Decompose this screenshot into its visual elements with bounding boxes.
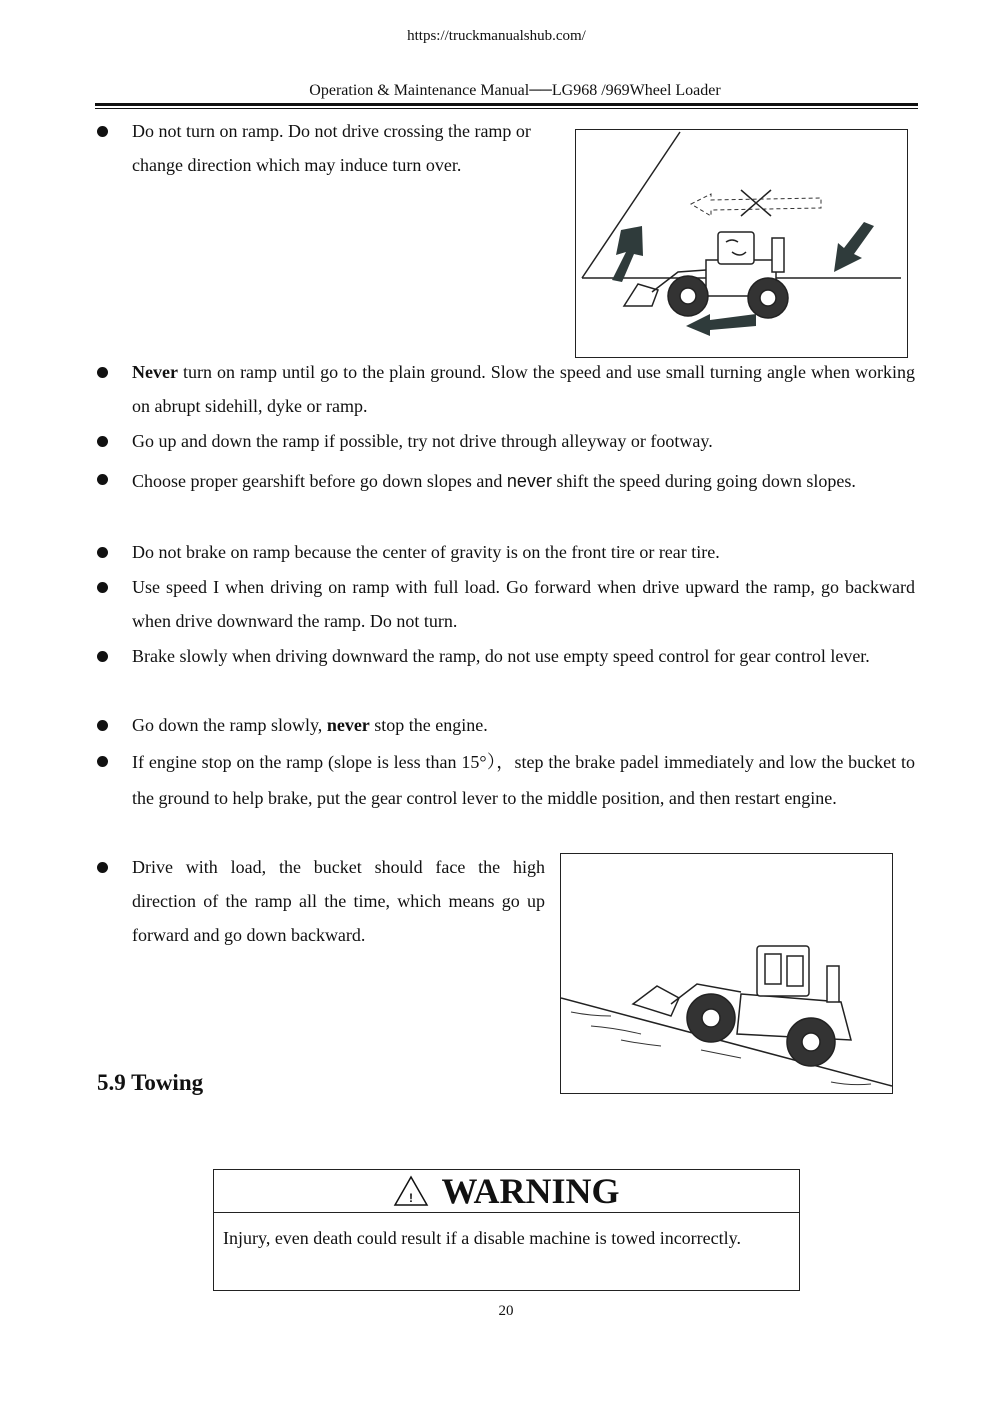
bullet-text: Choose proper gearshift before go down slopes and never shift the speed during going down slopes.: [132, 471, 856, 491]
bullet-text: Do not brake on ramp because the center of gravity is on the front tire or rear tire.: [132, 542, 720, 562]
header-rule-thin: [95, 108, 918, 109]
figure-loader-on-slope: [560, 853, 893, 1094]
section-heading: 5.9 Towing: [97, 1070, 204, 1095]
loader-on-ramp-illustration: [576, 130, 907, 357]
bullet-item: [97, 744, 915, 816]
bullet-dot: [97, 720, 108, 731]
bullet-dot: [97, 367, 108, 378]
warning-text: Injury, even death could result if a disable machine is towed incorrectly.: [223, 1228, 741, 1248]
bullet-dot: [97, 436, 108, 447]
warning-title: WARNING: [441, 1171, 620, 1211]
bullet-text: Use speed I when driving on ramp with full load. Go forward when drive upward the ramp, go backward when drive downward the ramp. Do not turn.: [132, 577, 915, 631]
bullet-item: [97, 114, 537, 182]
header-rule-thick: [95, 103, 918, 106]
up-arrow-icon: [612, 226, 643, 282]
bullet-item: [97, 570, 915, 638]
bullet-item: [97, 462, 915, 501]
warning-triangle-icon: [393, 1175, 429, 1207]
bullet-item: [97, 639, 915, 673]
bullet-text: Go up and down the ramp if possible, try not drive through alleyway or footway.: [132, 431, 713, 451]
bullet-text: Do not turn on ramp. Do not drive crossing the ramp or change direction which may induce turn over.: [132, 121, 531, 175]
bullet-text: Never turn on ramp until go to the plain ground. Slow the speed and use small turning angle when working on abrupt sidehill, dyke or ramp.: [132, 362, 915, 416]
bullet-dot: [97, 126, 108, 137]
left-arrow-icon: [686, 314, 756, 336]
warning-header: [214, 1170, 799, 1213]
bullet-item: [97, 355, 915, 423]
bullet-item: [97, 850, 545, 952]
bullet-dot: [97, 547, 108, 558]
loader-on-slope-illustration: [561, 854, 892, 1093]
page-number: 20: [498, 1303, 514, 1319]
bullet-dot: [97, 862, 108, 873]
bullet-text: Go down the ramp slowly, never stop the engine.: [132, 715, 488, 735]
header-url: https://truckmanualshub.com/: [407, 28, 586, 44]
bullet-text: Brake slowly when driving downward the ramp, do not use empty speed control for gear control lever.: [132, 646, 870, 666]
figure-do-not-turn-on-ramp: [575, 129, 908, 358]
bullet-item: [97, 424, 915, 458]
bullet-dot: [97, 474, 108, 485]
wheel-loader-icon: [624, 232, 788, 318]
down-arrow-icon: [834, 222, 874, 272]
bullet-dot: [97, 651, 108, 662]
crossed-arrow-icon: [691, 190, 821, 216]
bullet-item: [97, 535, 915, 569]
bullet-item: [97, 708, 915, 742]
bullet-dot: [97, 582, 108, 593]
bullet-dot: [97, 756, 108, 767]
warning-box: [213, 1169, 800, 1291]
wheel-loader-icon: [633, 946, 851, 1066]
running-title: Operation & Maintenance Manual──LG968 /969Wheel Loader: [309, 82, 721, 99]
bullet-text: Drive with load, the bucket should face the high direction of the ramp all the time, which means go up forward and go down backward.: [132, 857, 545, 945]
bullet-text: If engine stop on the ramp (slope is less than 15°），step the brake padel immediately and low the bucket to the ground to help brake, put the gear control lever to the middle position, and then restart engine.: [132, 752, 915, 808]
svg-text:!: !: [409, 1191, 414, 1205]
